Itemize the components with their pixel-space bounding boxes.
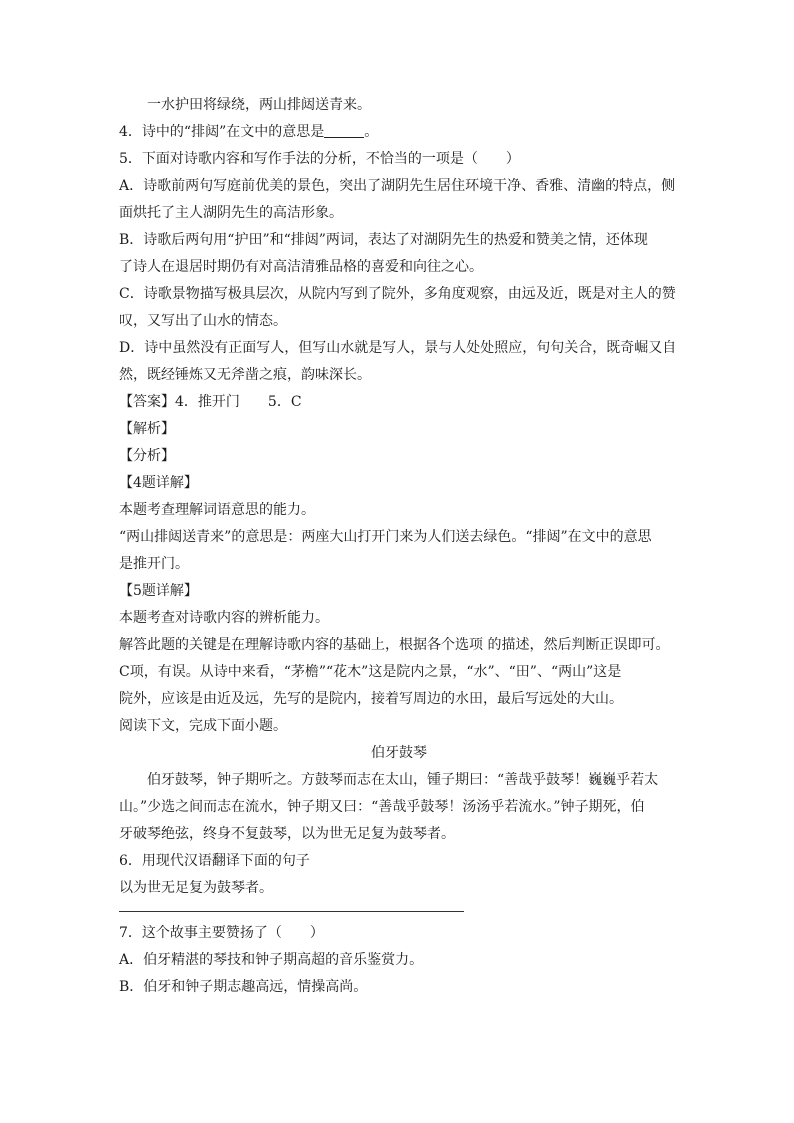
question-4 <box>119 119 679 146</box>
q5-detail-line3: C项，有误。从诗中来看，“茅檐”“花木”这是院内之景，“水”、“田”、“两山”这是 <box>119 664 622 680</box>
q4-detail-heading: 【4题详解】 <box>119 475 198 491</box>
document-page <box>119 92 679 1001</box>
option-c-line1: C．诗歌景物描写极具层次，从院内写到了院外，多角度观察，由远及近，既是对主人的赞 <box>119 286 676 302</box>
question-4-text: 4．诗中的“排闼”在文中的意思是 <box>119 124 325 140</box>
passage-title: 伯牙鼓琴 <box>371 745 427 761</box>
option-a-line2: 面烘托了主人湖阴先生的高洁形象。 <box>119 205 343 221</box>
q4-detail-line1: 本题考查理解词语意思的能力。 <box>119 502 315 518</box>
poem-line: 一水护田将绿绕，两山排闼送青来。 <box>147 97 371 113</box>
option-c-line2: 叹，又写出了山水的情态。 <box>119 313 287 329</box>
q7-option-a: A．伯牙精湛的琴技和钟子期高超的音乐鉴赏力。 <box>119 952 424 968</box>
passage-line1: 伯牙鼓琴，钟子期听之。方鼓琴而志在太山，锺子期曰：“善哉乎鼓琴！巍巍乎若太 <box>147 772 659 788</box>
question-6: 6．用现代汉语翻译下面的句子 <box>119 853 310 869</box>
option-b-line2: 了诗人在退居时期仍有对高洁清雅品格的喜爱和向往之心。 <box>119 259 483 275</box>
question-6-sentence: 以为世无足复为鼓琴者。 <box>119 880 273 896</box>
q5-detail-line2: 解答此题的关键是在理解诗歌内容的基础上，根据各个选项 的描述，然后判断正误即可。 <box>119 637 670 653</box>
answer-underline <box>119 911 464 912</box>
answer-line: 【答案】4．推开门 5．C <box>119 394 302 410</box>
fenxi-heading: 【分析】 <box>119 448 175 464</box>
passage-line2: 山。”少选之间而志在流水，钟子期又曰：“善哉乎鼓琴！汤汤乎若流水。”钟子期死，伯 <box>119 799 645 815</box>
reading-instruction: 阅读下文，完成下面小题。 <box>119 718 287 734</box>
option-a-line1: A．诗歌前两句写庭前优美的景色，突出了湖阴先生居住环境干净、香雅、清幽的特点，侧 <box>119 178 676 194</box>
option-d-line1: D．诗中虽然没有正面写人，但写山水就是写人，景与人处处照应，句句关合，既奇崛又自 <box>119 340 677 356</box>
q5-detail-heading: 【5题详解】 <box>119 583 198 599</box>
analysis-heading: 【解析】 <box>119 421 175 437</box>
q5-detail-line4: 院外，应该是由近及远，先写的是院内，接着写周边的水田，最后写远处的大山。 <box>119 691 623 707</box>
answer-blank <box>324 123 364 138</box>
question-7: 7．这个故事主要赞扬了（ ） <box>119 925 324 941</box>
question-4-end: 。 <box>364 124 379 140</box>
q4-detail-line3: 是推开门。 <box>119 556 189 572</box>
q7-option-b: B．伯牙和钟子期志趣高远，情操高尚。 <box>119 979 368 995</box>
passage-line3: 牙破琴绝弦，终身不复鼓琴，以为世无足复为鼓琴者。 <box>119 826 455 842</box>
option-b-line1: B．诗歌后两句用“护田”和“排闼”两词，表达了对湖阴先生的热爱和赞美之情，还体现 <box>119 232 648 248</box>
q4-detail-line2: “两山排闼送青来”的意思是：两座大山打开门来为人们送去绿色。“排闼”在文中的意思 <box>119 529 652 545</box>
q5-detail-line1: 本题考查对诗歌内容的辨析能力。 <box>119 610 329 626</box>
option-d-line2: 然，既经锤炼又无斧凿之痕，韵味深长。 <box>119 367 371 383</box>
question-5: 5．下面对诗歌内容和写作手法的分析，不恰当的一项是（ ） <box>119 151 520 167</box>
